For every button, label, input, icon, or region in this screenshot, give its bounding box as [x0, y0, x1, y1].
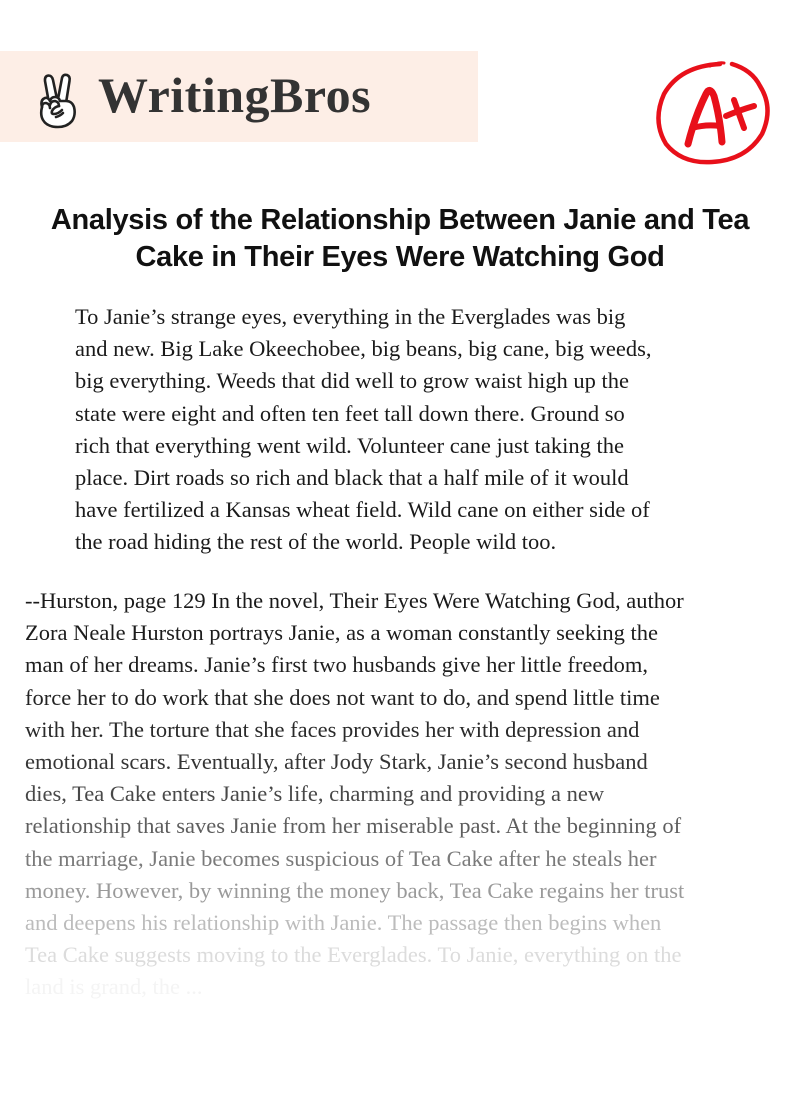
quote-line: state were eight and often ten feet tall down there. Ground so: [75, 400, 625, 426]
quote-line: rich that everything went wild. Volunteer cane just taking the: [75, 432, 625, 458]
a-plus-grade-icon: [650, 56, 775, 171]
body-line: force her to do work that she does not want to do, and spend little time: [25, 684, 660, 710]
body-line: emotional scars. Eventually, after Jody Stark, Janie’s second husband: [25, 749, 648, 775]
quote-line: the road hiding the rest of the world. People wild too.: [75, 529, 557, 555]
peace-hand-icon: [34, 73, 80, 129]
logo-text: WritingBros: [98, 67, 372, 123]
body-line: Zora Neale Hurston portrays Janie, as a woman constantly seeking the: [25, 620, 658, 646]
quote-line: have fertilized a Kansas wheat field. Wild cane on either side of: [75, 497, 650, 523]
logo-banner[interactable]: [0, 51, 478, 142]
body-line: the marriage, Janie becomes suspicious of Tea Cake after he steals her: [25, 845, 657, 871]
body-line: and deepens his relationship with Janie. The passage then begins when: [25, 910, 662, 936]
quote-line: and new. Big Lake Okeechobee, big beans, big cane, big weeds,: [75, 336, 652, 362]
quote-line: To Janie’s strange eyes, everything in the Everglades was big: [75, 304, 626, 329]
body-line: with her. The torture that she faces provides her with depression and: [25, 716, 640, 742]
body-line: man of her dreams. Janie’s first two husbands give her little freedom,: [25, 652, 648, 678]
title-line: Cake in Their Eyes Were Watching God: [135, 241, 665, 273]
quote-line: place. Dirt roads so rich and black that a half mile of it would: [75, 465, 629, 491]
quote-line: big everything. Weeds that did well to grow waist high up the: [75, 368, 629, 394]
body-line: relationship that saves Janie from her miserable past. At the beginning of: [25, 813, 682, 839]
body-paragraph: [25, 585, 795, 1004]
block-quote: [75, 301, 740, 559]
body-line: land is grand, the ...: [25, 974, 203, 1000]
body-line: money. However, by winning the money back, Tea Cake regains her trust: [25, 877, 685, 903]
document-title: [0, 202, 800, 276]
body-line: --Hurston, page 129 In the novel, Their Eyes Were Watching God, author: [25, 588, 684, 613]
title-line: Analysis of the Relationship Between Janie and Tea: [50, 204, 750, 236]
body-line: Tea Cake suggests moving to the Everglades. To Janie, everything on the: [25, 942, 682, 968]
body-line: dies, Tea Cake enters Janie’s life, charming and providing a new: [25, 781, 605, 807]
